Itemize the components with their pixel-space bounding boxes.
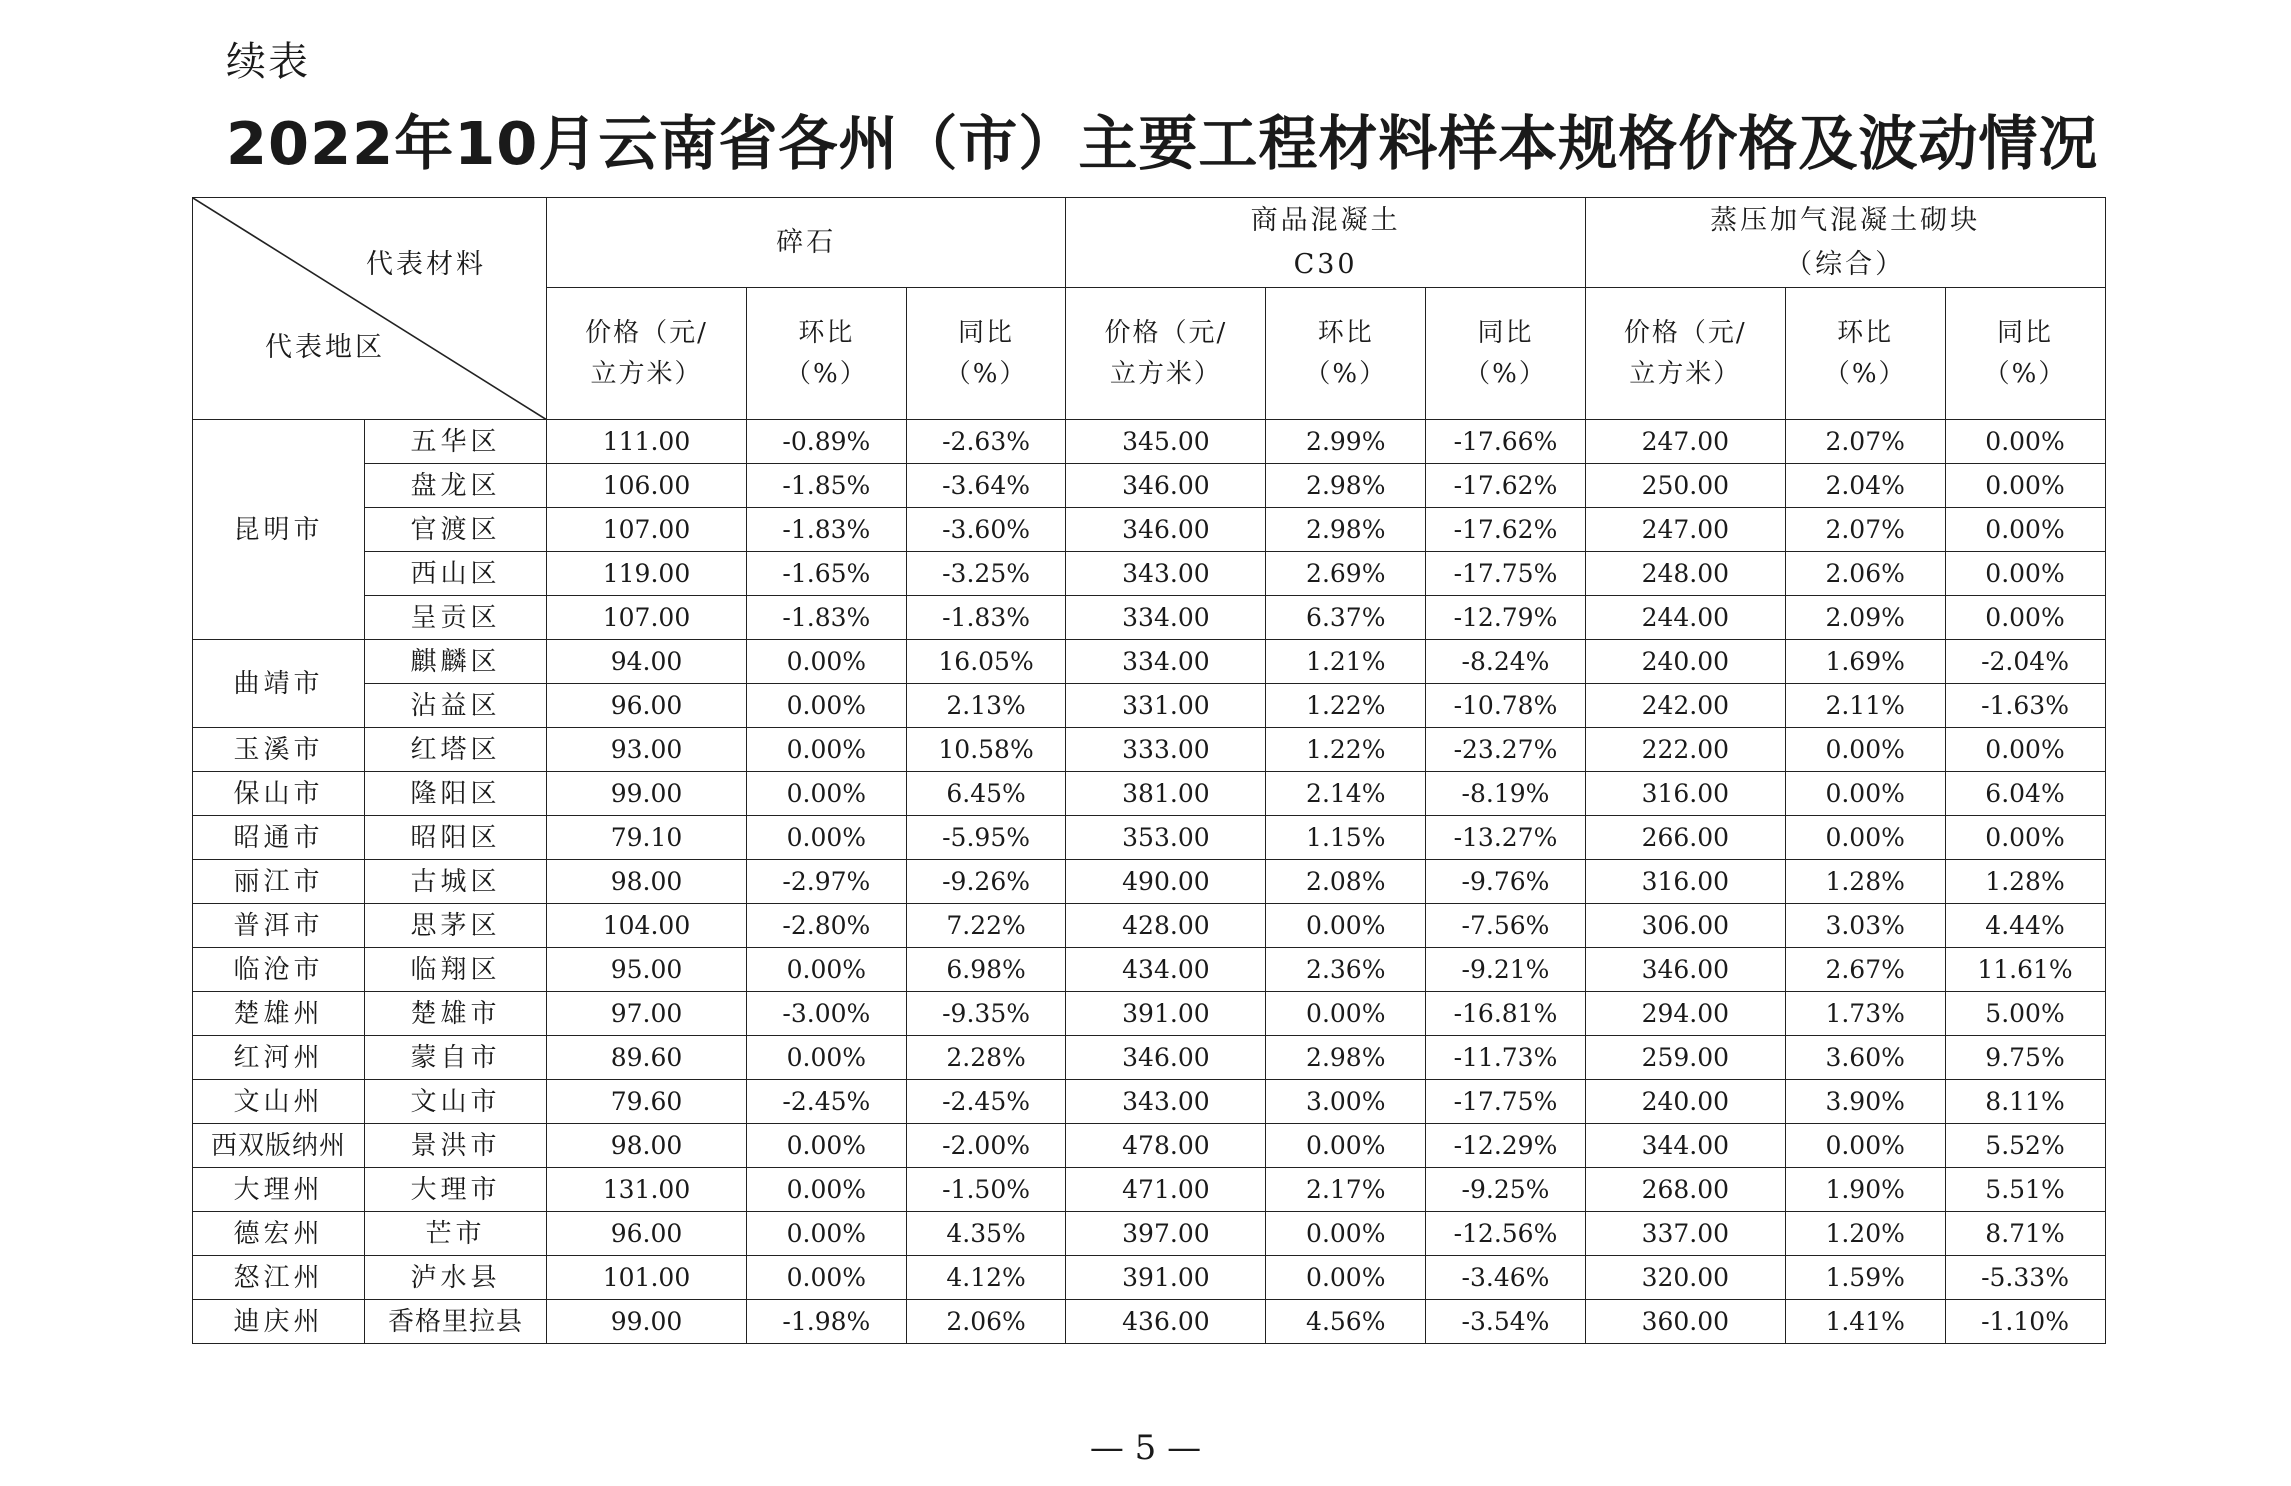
mom-cell: 1.20% — [1785, 1212, 1945, 1256]
mom-cell: 2.99% — [1266, 420, 1426, 464]
yoy-cell: 0.00% — [1945, 508, 2105, 552]
city-cell: 丽江市 — [193, 860, 365, 904]
price-cell: 259.00 — [1585, 1036, 1785, 1080]
yoy-cell: -9.21% — [1426, 948, 1586, 992]
price-cell: 242.00 — [1585, 684, 1785, 728]
page-title: 2022年10月云南省各州（市）主要工程材料样本规格价格及波动情况 — [226, 109, 2099, 178]
mom-cell: 3.60% — [1785, 1036, 1945, 1080]
mom-cell: 0.00% — [1785, 1124, 1945, 1168]
mom-column-header: 环比（%） — [1785, 288, 1945, 420]
price-cell: 333.00 — [1066, 728, 1266, 772]
mom-cell: 0.00% — [1266, 904, 1426, 948]
mom-column-header: 环比（%） — [1266, 288, 1426, 420]
mom-cell: 1.90% — [1785, 1168, 1945, 1212]
corner-diagonal-line — [193, 198, 547, 420]
yoy-cell: 4.35% — [906, 1212, 1066, 1256]
yoy-cell: -17.66% — [1426, 420, 1586, 464]
yoy-cell: -17.62% — [1426, 464, 1586, 508]
yoy-cell: -10.78% — [1426, 684, 1586, 728]
price-cell: 346.00 — [1066, 464, 1266, 508]
district-cell: 西山区 — [365, 552, 547, 596]
mom-cell: 0.00% — [747, 640, 907, 684]
city-cell: 普洱市 — [193, 904, 365, 948]
mom-cell: 2.36% — [1266, 948, 1426, 992]
district-cell: 蒙自市 — [365, 1036, 547, 1080]
yoy-cell: 0.00% — [1945, 596, 2105, 640]
mom-cell: 3.00% — [1266, 1080, 1426, 1124]
mom-cell: 2.98% — [1266, 508, 1426, 552]
page-number: — 5 — — [1089, 1428, 1202, 1468]
mom-cell: 2.09% — [1785, 596, 1945, 640]
mom-cell: 4.56% — [1266, 1300, 1426, 1344]
table-row — [193, 948, 2106, 992]
price-cell: 346.00 — [1066, 1036, 1266, 1080]
price-cell: 244.00 — [1585, 596, 1785, 640]
material-header-aerated-block — [1585, 198, 2105, 288]
table-body — [193, 420, 2106, 1344]
table-row — [193, 992, 2106, 1036]
district-cell: 麒麟区 — [365, 640, 547, 684]
yoy-cell: -17.75% — [1426, 552, 1586, 596]
mom-column-header: 环比（%） — [747, 288, 907, 420]
mom-cell: 0.00% — [1785, 816, 1945, 860]
price-cell: 247.00 — [1585, 420, 1785, 464]
price-cell: 104.00 — [547, 904, 747, 948]
mom-cell: -1.83% — [747, 596, 907, 640]
district-cell: 泸水县 — [365, 1256, 547, 1300]
yoy-cell: -1.10% — [1945, 1300, 2105, 1344]
table-row — [193, 728, 2106, 772]
price-cell: 334.00 — [1066, 596, 1266, 640]
region-header-label: 代表地区 — [265, 332, 385, 363]
mom-cell: 1.21% — [1266, 640, 1426, 684]
price-cell: 222.00 — [1585, 728, 1785, 772]
mom-cell: 2.07% — [1785, 420, 1945, 464]
material-name: 碎石 — [776, 226, 837, 258]
table-row — [193, 1036, 2106, 1080]
yoy-cell: -8.19% — [1426, 772, 1586, 816]
table-row — [193, 772, 2106, 816]
mom-cell: 3.03% — [1785, 904, 1945, 948]
table-row — [193, 1080, 2106, 1124]
price-cell: 99.00 — [547, 1300, 747, 1344]
yoy-cell: 6.04% — [1945, 772, 2105, 816]
yoy-cell: -23.27% — [1426, 728, 1586, 772]
mom-cell: 0.00% — [747, 1256, 907, 1300]
yoy-cell: 4.12% — [906, 1256, 1066, 1300]
mom-cell: 2.14% — [1266, 772, 1426, 816]
mom-cell: 2.04% — [1785, 464, 1945, 508]
table-row — [193, 1300, 2106, 1344]
yoy-cell: 5.52% — [1945, 1124, 2105, 1168]
mom-cell: 0.00% — [747, 728, 907, 772]
yoy-cell: -1.50% — [906, 1168, 1066, 1212]
price-cell: 79.60 — [547, 1080, 747, 1124]
price-cell: 346.00 — [1066, 508, 1266, 552]
mom-cell: -1.65% — [747, 552, 907, 596]
mom-cell: -1.83% — [747, 508, 907, 552]
yoy-cell: -1.83% — [906, 596, 1066, 640]
mom-cell: 3.90% — [1785, 1080, 1945, 1124]
price-cell: 96.00 — [547, 684, 747, 728]
price-cell: 345.00 — [1066, 420, 1266, 464]
price-cell: 119.00 — [547, 552, 747, 596]
city-cell: 德宏州 — [193, 1212, 365, 1256]
mom-cell: 0.00% — [747, 684, 907, 728]
price-cell: 240.00 — [1585, 1080, 1785, 1124]
mom-cell: 0.00% — [1266, 992, 1426, 1036]
price-cell: 131.00 — [547, 1168, 747, 1212]
yoy-cell: -17.75% — [1426, 1080, 1586, 1124]
mom-cell: 0.00% — [1785, 728, 1945, 772]
table-row — [193, 904, 2106, 948]
price-cell: 381.00 — [1066, 772, 1266, 816]
yoy-cell: 6.98% — [906, 948, 1066, 992]
price-cell: 346.00 — [1585, 948, 1785, 992]
price-cell: 434.00 — [1066, 948, 1266, 992]
mom-cell: -1.85% — [747, 464, 907, 508]
price-cell: 294.00 — [1585, 992, 1785, 1036]
mom-cell: 0.00% — [1266, 1256, 1426, 1300]
district-cell: 芒市 — [365, 1212, 547, 1256]
price-cell: 353.00 — [1066, 816, 1266, 860]
district-cell: 昭阳区 — [365, 816, 547, 860]
district-cell: 景洪市 — [365, 1124, 547, 1168]
price-cell: 360.00 — [1585, 1300, 1785, 1344]
district-cell: 呈贡区 — [365, 596, 547, 640]
mom-cell: 1.28% — [1785, 860, 1945, 904]
yoy-cell: -7.56% — [1426, 904, 1586, 948]
mom-cell: 2.11% — [1785, 684, 1945, 728]
city-cell: 西双版纳州 — [193, 1124, 365, 1168]
price-cell: 331.00 — [1066, 684, 1266, 728]
continued-label: 续表 — [226, 39, 310, 85]
district-cell: 沾益区 — [365, 684, 547, 728]
price-cell: 93.00 — [547, 728, 747, 772]
mom-cell: 0.00% — [747, 948, 907, 992]
table-row — [193, 508, 2106, 552]
material-header-crushed-stone — [547, 198, 1066, 288]
price-column-header: 价格（元/立方米） — [547, 288, 747, 420]
city-cell: 临沧市 — [193, 948, 365, 992]
price-cell: 490.00 — [1066, 860, 1266, 904]
price-cell: 306.00 — [1585, 904, 1785, 948]
yoy-cell: -17.62% — [1426, 508, 1586, 552]
district-cell: 红塔区 — [365, 728, 547, 772]
mom-cell: -2.45% — [747, 1080, 907, 1124]
material-spec: C30 — [1293, 248, 1358, 280]
price-table — [192, 197, 2106, 1344]
price-cell: 397.00 — [1066, 1212, 1266, 1256]
price-cell: 391.00 — [1066, 1256, 1266, 1300]
mom-cell: -0.89% — [747, 420, 907, 464]
price-column-header: 价格（元/立方米） — [1066, 288, 1266, 420]
yoy-cell: -1.63% — [1945, 684, 2105, 728]
price-cell: 250.00 — [1585, 464, 1785, 508]
district-cell: 文山市 — [365, 1080, 547, 1124]
yoy-cell: -2.45% — [906, 1080, 1066, 1124]
price-cell: 106.00 — [547, 464, 747, 508]
city-cell: 曲靖市 — [193, 640, 365, 728]
district-cell: 盘龙区 — [365, 464, 547, 508]
mom-cell: 1.22% — [1266, 684, 1426, 728]
yoy-cell: -2.63% — [906, 420, 1066, 464]
mom-cell: 0.00% — [1785, 772, 1945, 816]
yoy-cell: -3.64% — [906, 464, 1066, 508]
mom-cell: 2.17% — [1266, 1168, 1426, 1212]
mom-cell: 2.98% — [1266, 464, 1426, 508]
mom-cell: 0.00% — [747, 1168, 907, 1212]
yoy-cell: 11.61% — [1945, 948, 2105, 992]
price-cell: 343.00 — [1066, 552, 1266, 596]
mom-cell: 1.15% — [1266, 816, 1426, 860]
price-cell: 111.00 — [547, 420, 747, 464]
yoy-cell: -11.73% — [1426, 1036, 1586, 1080]
district-cell: 隆阳区 — [365, 772, 547, 816]
yoy-cell: 0.00% — [1945, 552, 2105, 596]
yoy-cell: 2.06% — [906, 1300, 1066, 1344]
yoy-cell: -2.00% — [906, 1124, 1066, 1168]
yoy-cell: 1.28% — [1945, 860, 2105, 904]
price-cell: 107.00 — [547, 508, 747, 552]
mom-cell: 0.00% — [747, 772, 907, 816]
yoy-cell: -3.54% — [1426, 1300, 1586, 1344]
price-cell: 266.00 — [1585, 816, 1785, 860]
mom-cell: 1.59% — [1785, 1256, 1945, 1300]
material-header-label: 代表材料 — [366, 249, 486, 280]
district-cell: 临翔区 — [365, 948, 547, 992]
yoy-cell: -12.29% — [1426, 1124, 1586, 1168]
yoy-cell: 9.75% — [1945, 1036, 2105, 1080]
yoy-cell: 2.28% — [906, 1036, 1066, 1080]
city-cell: 红河州 — [193, 1036, 365, 1080]
price-cell: 98.00 — [547, 860, 747, 904]
district-cell: 古城区 — [365, 860, 547, 904]
yoy-cell: 4.44% — [1945, 904, 2105, 948]
price-cell: 96.00 — [547, 1212, 747, 1256]
table-row — [193, 552, 2106, 596]
mom-cell: -2.80% — [747, 904, 907, 948]
price-column-header: 价格（元/立方米） — [1585, 288, 1785, 420]
yoy-cell: -5.33% — [1945, 1256, 2105, 1300]
table-row — [193, 1256, 2106, 1300]
price-cell: 240.00 — [1585, 640, 1785, 684]
yoy-cell: 8.11% — [1945, 1080, 2105, 1124]
yoy-cell: -8.24% — [1426, 640, 1586, 684]
yoy-cell: -3.60% — [906, 508, 1066, 552]
mom-cell: 1.73% — [1785, 992, 1945, 1036]
mom-cell: 2.69% — [1266, 552, 1426, 596]
price-cell: 316.00 — [1585, 860, 1785, 904]
yoy-cell: -3.46% — [1426, 1256, 1586, 1300]
table-row — [193, 816, 2106, 860]
city-cell: 文山州 — [193, 1080, 365, 1124]
city-cell: 玉溪市 — [193, 728, 365, 772]
city-cell: 迪庆州 — [193, 1300, 365, 1344]
city-cell: 怒江州 — [193, 1256, 365, 1300]
district-cell: 官渡区 — [365, 508, 547, 552]
yoy-cell: -9.76% — [1426, 860, 1586, 904]
price-cell: 99.00 — [547, 772, 747, 816]
mom-cell: 2.67% — [1785, 948, 1945, 992]
price-cell: 471.00 — [1066, 1168, 1266, 1212]
table-row — [193, 684, 2106, 728]
price-cell: 89.60 — [547, 1036, 747, 1080]
price-cell: 344.00 — [1585, 1124, 1785, 1168]
yoy-cell: -9.35% — [906, 992, 1066, 1036]
price-cell: 320.00 — [1585, 1256, 1785, 1300]
city-cell: 昭通市 — [193, 816, 365, 860]
table-row — [193, 420, 2106, 464]
city-cell: 楚雄州 — [193, 992, 365, 1036]
price-table-wrapper — [192, 197, 2106, 1344]
table-row — [193, 1212, 2106, 1256]
price-cell: 316.00 — [1585, 772, 1785, 816]
yoy-cell: 0.00% — [1945, 728, 2105, 772]
price-cell: 337.00 — [1585, 1212, 1785, 1256]
district-cell: 大理市 — [365, 1168, 547, 1212]
mom-cell: 2.07% — [1785, 508, 1945, 552]
city-cell: 保山市 — [193, 772, 365, 816]
price-cell: 436.00 — [1066, 1300, 1266, 1344]
price-cell: 268.00 — [1585, 1168, 1785, 1212]
mom-cell: 0.00% — [1266, 1212, 1426, 1256]
material-name: 商品混凝土 — [1250, 204, 1401, 236]
price-cell: 94.00 — [547, 640, 747, 684]
mom-cell: 0.00% — [747, 1124, 907, 1168]
mom-cell: 0.00% — [747, 1212, 907, 1256]
yoy-cell: 6.45% — [906, 772, 1066, 816]
district-cell: 五华区 — [365, 420, 547, 464]
price-cell: 98.00 — [547, 1124, 747, 1168]
yoy-cell: -16.81% — [1426, 992, 1586, 1036]
price-cell: 101.00 — [547, 1256, 747, 1300]
yoy-cell: -9.25% — [1426, 1168, 1586, 1212]
price-cell: 248.00 — [1585, 552, 1785, 596]
yoy-cell: 10.58% — [906, 728, 1066, 772]
price-cell: 79.10 — [547, 816, 747, 860]
header-corner-cell — [193, 198, 547, 420]
mom-cell: -1.98% — [747, 1300, 907, 1344]
table-row — [193, 596, 2106, 640]
price-cell: 391.00 — [1066, 992, 1266, 1036]
mom-cell: -3.00% — [747, 992, 907, 1036]
material-name: 蒸压加气混凝土砌块 — [1710, 204, 1981, 236]
mom-cell: 1.22% — [1266, 728, 1426, 772]
price-cell: 334.00 — [1066, 640, 1266, 684]
mom-cell: -2.97% — [747, 860, 907, 904]
mom-cell: 2.98% — [1266, 1036, 1426, 1080]
price-cell: 343.00 — [1066, 1080, 1266, 1124]
district-cell: 楚雄市 — [365, 992, 547, 1036]
price-cell: 97.00 — [547, 992, 747, 1036]
yoy-cell: 7.22% — [906, 904, 1066, 948]
yoy-column-header: 同比（%） — [1426, 288, 1586, 420]
mom-cell: 1.69% — [1785, 640, 1945, 684]
yoy-cell: -12.56% — [1426, 1212, 1586, 1256]
yoy-cell: 8.71% — [1945, 1212, 2105, 1256]
price-cell: 428.00 — [1066, 904, 1266, 948]
district-cell: 思茅区 — [365, 904, 547, 948]
mom-cell: 2.06% — [1785, 552, 1945, 596]
table-row — [193, 1124, 2106, 1168]
material-spec: （综合） — [1785, 248, 1906, 280]
table-row — [193, 860, 2106, 904]
yoy-cell: 16.05% — [906, 640, 1066, 684]
yoy-cell: 0.00% — [1945, 420, 2105, 464]
yoy-cell: -13.27% — [1426, 816, 1586, 860]
yoy-cell: 5.51% — [1945, 1168, 2105, 1212]
yoy-column-header: 同比（%） — [906, 288, 1066, 420]
mom-cell: 1.41% — [1785, 1300, 1945, 1344]
yoy-cell: -2.04% — [1945, 640, 2105, 684]
yoy-cell: 2.13% — [906, 684, 1066, 728]
material-header-concrete — [1066, 198, 1585, 288]
mom-cell: 0.00% — [1266, 1124, 1426, 1168]
table-row — [193, 640, 2106, 684]
price-cell: 478.00 — [1066, 1124, 1266, 1168]
yoy-cell: -5.95% — [906, 816, 1066, 860]
yoy-cell: -3.25% — [906, 552, 1066, 596]
mom-cell: 0.00% — [747, 1036, 907, 1080]
price-cell: 247.00 — [1585, 508, 1785, 552]
mom-cell: 0.00% — [747, 816, 907, 860]
yoy-cell: 0.00% — [1945, 464, 2105, 508]
table-row — [193, 464, 2106, 508]
price-cell: 107.00 — [547, 596, 747, 640]
mom-cell: 6.37% — [1266, 596, 1426, 640]
yoy-cell: -12.79% — [1426, 596, 1586, 640]
yoy-cell: -9.26% — [906, 860, 1066, 904]
yoy-cell: 0.00% — [1945, 816, 2105, 860]
city-cell: 昆明市 — [193, 420, 365, 640]
district-cell: 香格里拉县 — [365, 1300, 547, 1344]
city-cell: 大理州 — [193, 1168, 365, 1212]
yoy-cell: 5.00% — [1945, 992, 2105, 1036]
yoy-column-header: 同比（%） — [1945, 288, 2105, 420]
table-row — [193, 1168, 2106, 1212]
mom-cell: 2.08% — [1266, 860, 1426, 904]
price-cell: 95.00 — [547, 948, 747, 992]
